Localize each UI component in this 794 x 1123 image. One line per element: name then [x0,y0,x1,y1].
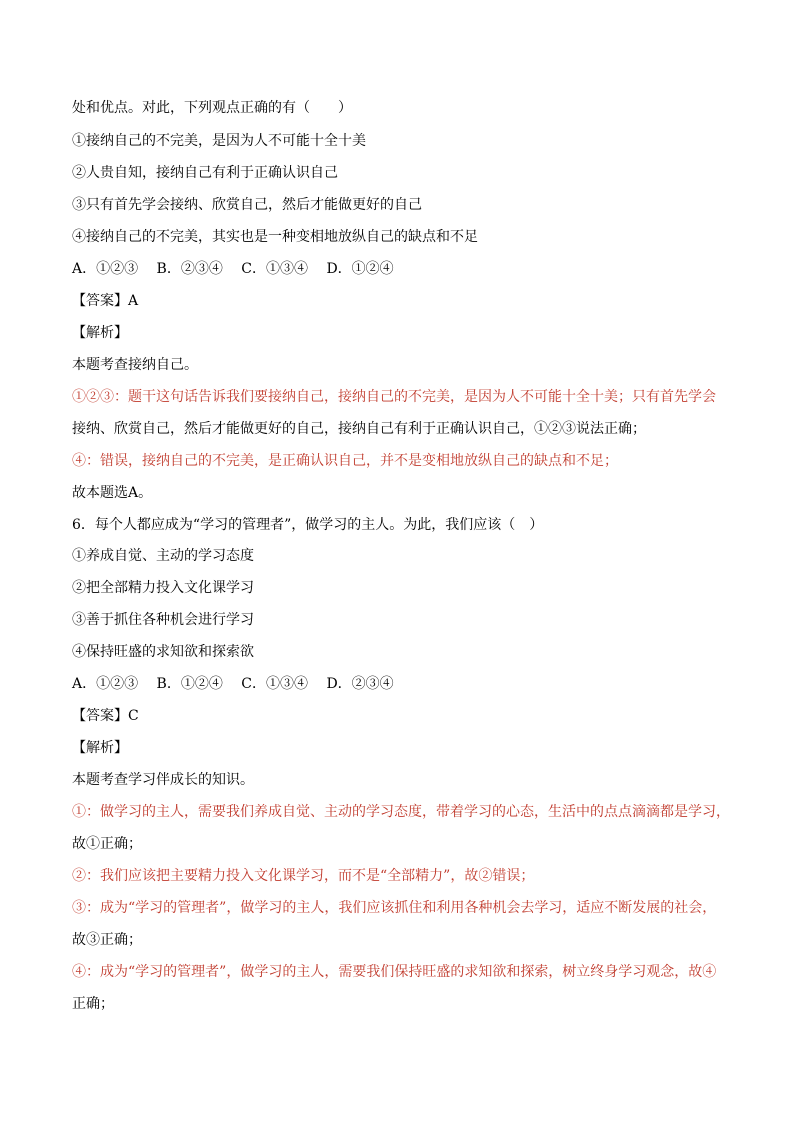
q5-analysis-point-2: ④：错误，接纳自己的不完美，是正确认识自己，并不是变相地放纵自己的缺点和不足； [72,453,618,469]
q6-choices: A．①②③ B．①②④ C．①③④ D．②③④ [72,676,394,692]
q6-answer: 【答案】C [72,708,139,724]
q6-analysis-point-3a: ③：成为“学习的管理者”，做学习的主人，我们应该抓住和利用各种机会去学习，适应不断发展的社会， [72,900,717,916]
q5-option-4: ④接纳自己的不完美，其实也是一种变相地放纵自己的缺点和不足 [72,229,478,245]
q5-stem-tail: 处和优点。对此，下列观点正确的有（ ） [72,100,352,116]
q5-analysis-point-1b: 接纳、欣赏自己，然后才能做更好的自己，接纳自己有利于正确认识自己，①②③说法正确； [72,421,646,437]
q6-analysis-point-4b: 正确； [72,996,114,1012]
q5-choices: A．①②③ B．②③④ C．①③④ D．①②④ [72,261,394,277]
q5-option-3: ③只有首先学会接纳、欣赏自己，然后才能做更好的自己 [72,197,422,213]
q5-analysis-point-1a: ①②③：题干这句话告诉我们要接纳自己，接纳自己的不完美，是因为人不可能十全十美；只有首先学会 [72,389,716,405]
q5-option-2: ②人贵自知，接纳自己有利于正确认识自己 [72,165,338,181]
q6-analysis-point-1b: 故①正确； [72,836,142,852]
q6-stem: 6．每个人都应成为“学习的管理者”，做学习的主人。为此，我们应该（ ） [72,517,544,533]
q6-option-4: ④保持旺盛的求知欲和探索欲 [72,644,254,660]
q6-analysis-intro: 本题考查学习伴成长的知识。 [72,772,254,788]
q6-analysis-point-4a: ④：成为“学习的管理者”，做学习的主人，需要我们保持旺盛的求知欲和探索，树立终身学习观念，故④ [72,964,717,980]
q6-option-1: ①养成自觉、主动的学习态度 [72,548,254,564]
q6-analysis-point-1a: ①：做学习的主人，需要我们养成自觉、主动的学习态度，带着学习的心态，生活中的点点滴滴都是学习， [72,804,730,820]
q6-analysis-point-3b: 故③正确； [72,932,142,948]
q6-analysis-label: 【解析】 [72,740,128,756]
q6-analysis-point-2: ②：我们应该把主要精力投入文化课学习，而不是“全部精力”，故②错误； [72,868,535,884]
q6-option-3: ③善于抓住各种机会进行学习 [72,612,254,628]
q5-analysis-intro: 本题考查接纳自己。 [72,357,198,373]
q5-analysis-label: 【解析】 [72,325,128,341]
q5-conclusion: 故本题选A。 [72,485,153,501]
q5-option-1: ①接纳自己的不完美，是因为人不可能十全十美 [72,133,366,149]
q6-option-2: ②把全部精力投入文化课学习 [72,580,254,596]
q5-answer: 【答案】A [72,293,139,309]
